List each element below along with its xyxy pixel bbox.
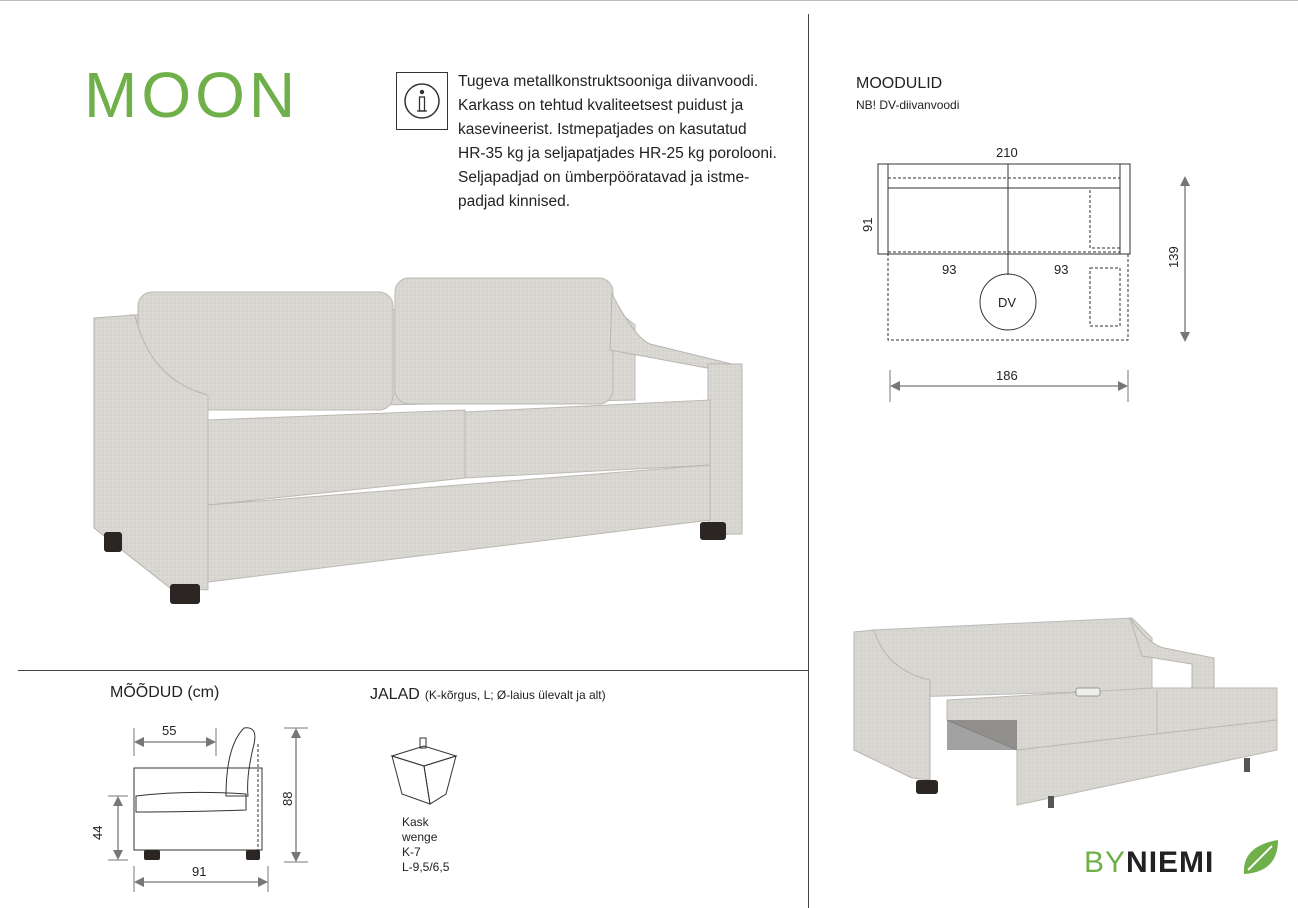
leg-drawing xyxy=(386,736,462,810)
leg-specs xyxy=(402,815,449,875)
modules-note: NB! DV-diivanvoodi xyxy=(856,98,960,112)
leg-height: K-7 xyxy=(402,845,421,859)
dim-seat-depth: 55 xyxy=(162,723,177,738)
side-profile xyxy=(86,716,316,896)
dim-depth-total: 91 xyxy=(192,864,207,879)
modules-title: MOODULID xyxy=(856,75,943,92)
bed-label: DV xyxy=(998,295,1017,310)
dim-bed-width: 186 xyxy=(996,368,1018,383)
leg-width: L-9,5/6,5 xyxy=(402,860,450,874)
logo-name: NIEMI xyxy=(1126,846,1215,879)
legs-title: JALAD xyxy=(370,686,420,703)
leg-color: wenge xyxy=(402,830,438,844)
module-plan xyxy=(850,140,1200,410)
brand-logo xyxy=(1084,846,1214,880)
dim-height: 88 xyxy=(280,791,295,806)
leaf-icon xyxy=(1238,836,1282,880)
legs-heading xyxy=(370,684,606,704)
top-border xyxy=(0,0,1298,1)
vertical-divider xyxy=(808,14,809,908)
dim-width: 210 xyxy=(996,145,1018,160)
sofa-bed-photo xyxy=(852,610,1282,810)
leg-material: Kask xyxy=(402,815,429,829)
product-description: Tugeva metallkonstruktsooniga diivanvoodi. Karkass on tehtud kvaliteetsest puidust ja kasevineerist. Istmepatjades on kasutatud HR-35 kg ja seljapatjades HR-25 kg porolooni. Seljapadjad on ümberpööratavad ja istme- padjad kinnised. xyxy=(458,73,777,210)
dim-seat-right: 93 xyxy=(1054,262,1069,277)
dim-depth: 91 xyxy=(860,217,875,232)
product-title: MOON xyxy=(84,59,300,131)
dim-seat-left: 93 xyxy=(942,262,957,277)
legs-subtitle: (K-kõrgus, L; Ø-laius ülevalt ja alt) xyxy=(424,688,606,702)
info-icon xyxy=(396,72,448,130)
measurements-title: MÕÕDUD (cm) xyxy=(110,684,220,701)
dim-seat-height: 44 xyxy=(90,825,105,840)
horizontal-divider xyxy=(18,670,808,671)
sofa-photo xyxy=(90,270,750,610)
logo-by: BY xyxy=(1084,846,1127,879)
dim-open-depth: 139 xyxy=(1166,246,1181,268)
